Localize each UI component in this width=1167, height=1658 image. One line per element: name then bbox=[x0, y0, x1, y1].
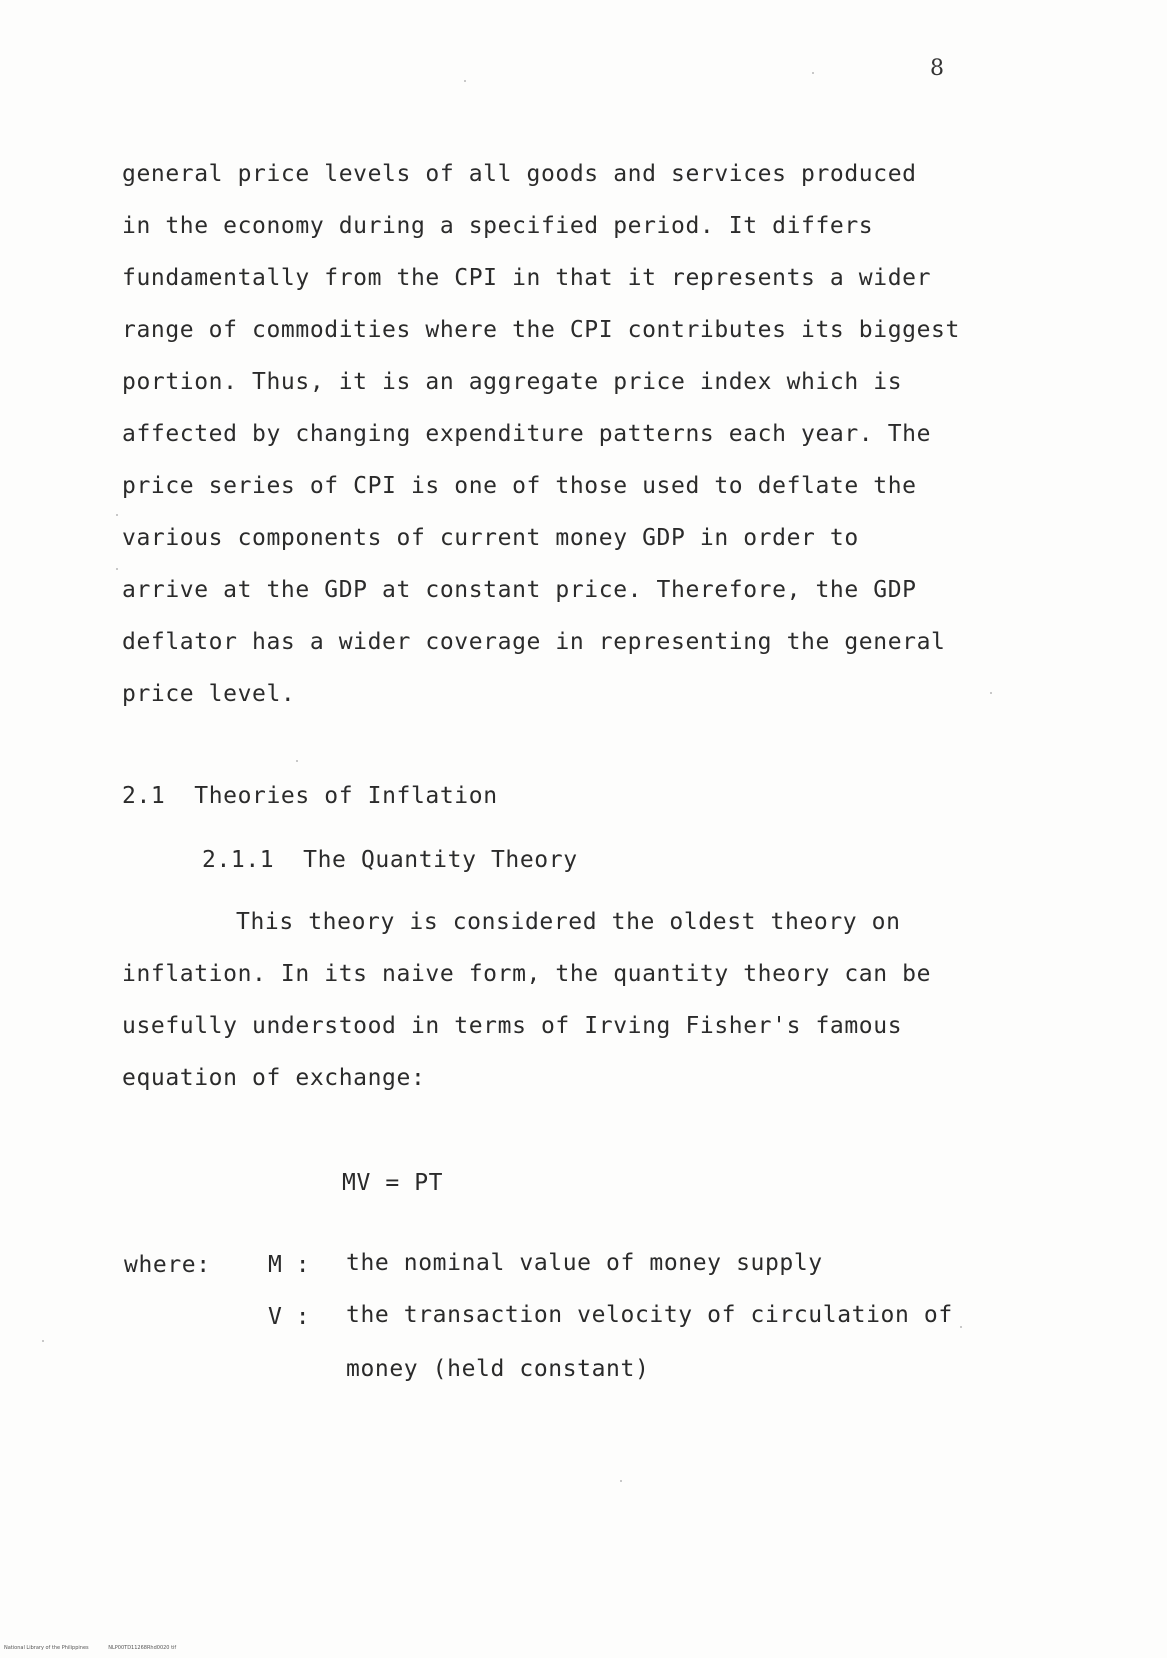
subsection-number: 2.1.1 bbox=[202, 847, 275, 873]
body-line: various components of current money GDP in order to bbox=[122, 525, 859, 551]
definition-text: the transaction velocity of circulation of bbox=[346, 1302, 953, 1328]
body-line: arrive at the GDP at constant price. Therefore, the GDP bbox=[122, 577, 917, 603]
definition-text: money (held constant) bbox=[346, 1356, 650, 1382]
body-line: in the economy during a specified period. It differs bbox=[122, 213, 874, 239]
scan-speck bbox=[812, 72, 814, 74]
subsection-title: The Quantity Theory bbox=[303, 847, 578, 873]
body-line: affected by changing expenditure patterns each year. The bbox=[122, 421, 932, 447]
body-line: portion. Thus, it is an aggregate price index which is bbox=[122, 369, 903, 395]
paragraph-line: usefully understood in terms of Irving Fisher's famous bbox=[122, 1013, 903, 1039]
body-line: deflator has a wider coverage in representing the general bbox=[122, 629, 946, 655]
paragraph-line: inflation. In its naive form, the quantity theory can be bbox=[122, 961, 932, 987]
body-line: general price levels of all goods and services produced bbox=[122, 161, 917, 187]
scan-speck bbox=[464, 80, 466, 82]
footer-code: NLP00TD11268Rhd0020 tif bbox=[108, 1645, 177, 1651]
body-line: price series of CPI is one of those used to deflate the bbox=[122, 473, 917, 499]
definitions-label: where: bbox=[124, 1252, 211, 1278]
scan-speck bbox=[620, 1480, 622, 1482]
body-line: price level. bbox=[122, 681, 296, 707]
scan-speck bbox=[116, 514, 118, 516]
definition-text: the nominal value of money supply bbox=[346, 1250, 823, 1276]
paragraph-line: This theory is considered the oldest theory on bbox=[236, 909, 901, 935]
definition-variable: M : bbox=[268, 1252, 310, 1278]
page-number: 8 bbox=[930, 56, 944, 81]
paragraph-line: equation of exchange: bbox=[122, 1065, 426, 1091]
scan-speck bbox=[990, 692, 992, 694]
definition-variable: V : bbox=[268, 1304, 310, 1330]
body-line: range of commodities where the CPI contributes its biggest bbox=[122, 317, 960, 343]
subsection-heading bbox=[202, 846, 578, 874]
body-line: fundamentally from the CPI in that it represents a wider bbox=[122, 265, 932, 291]
equation: MV = PT bbox=[342, 1170, 444, 1196]
scan-speck bbox=[296, 760, 298, 762]
scan-speck bbox=[116, 568, 118, 570]
scan-speck bbox=[42, 1340, 44, 1342]
section-title: Theories of Inflation bbox=[194, 783, 498, 809]
scan-speck bbox=[960, 1326, 962, 1328]
footer-library: National Library of the Philippines bbox=[4, 1645, 89, 1651]
scan-footer bbox=[4, 1645, 194, 1651]
section-number: 2.1 bbox=[122, 783, 166, 809]
section-heading bbox=[122, 782, 498, 810]
